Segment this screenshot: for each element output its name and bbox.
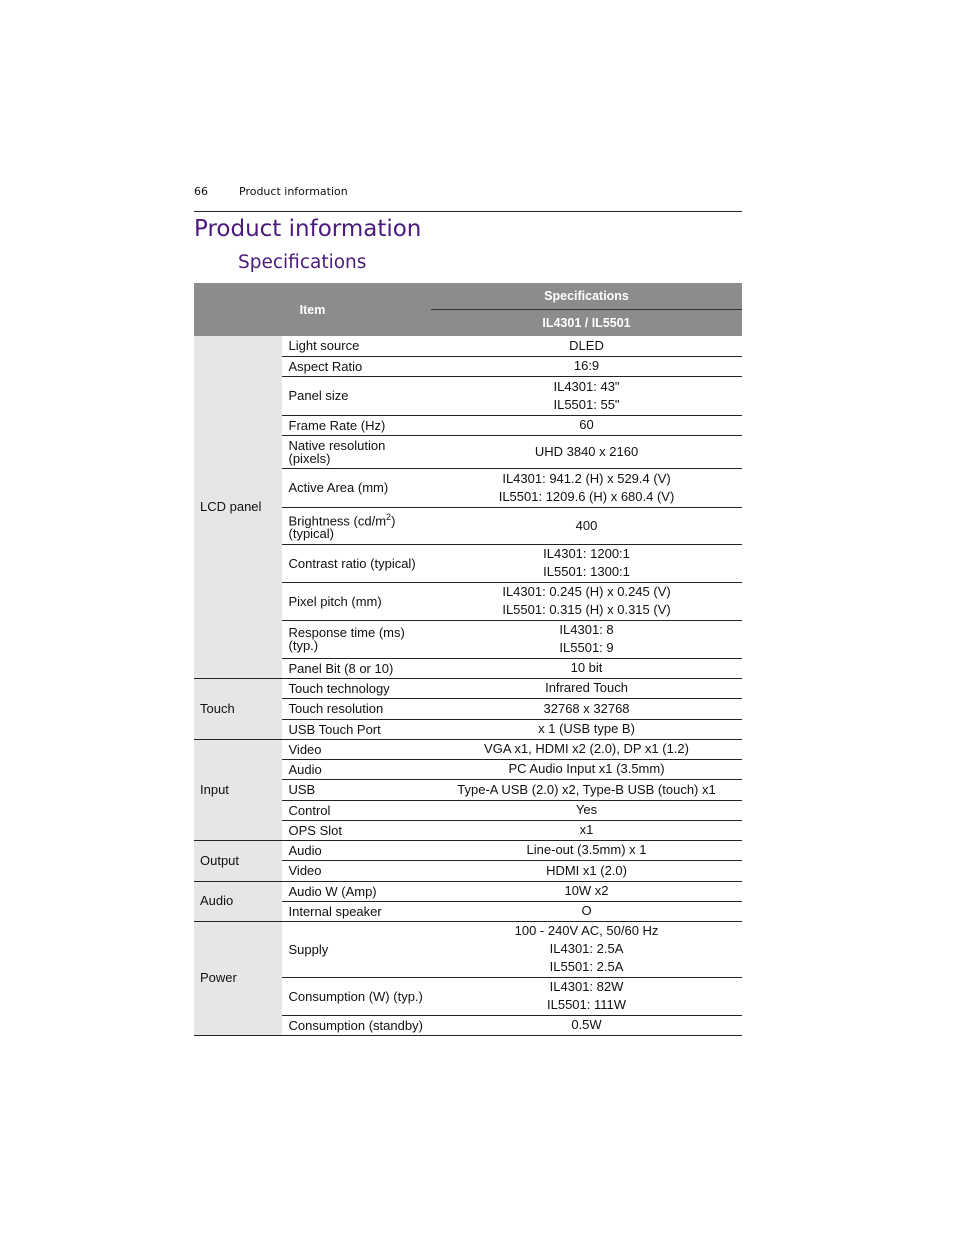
value-cell <box>431 779 742 800</box>
item-cell <box>282 840 431 860</box>
value-cell <box>431 698 742 719</box>
value-line: IL4301: 1200:1 <box>543 546 630 561</box>
value-line: Infrared Touch <box>545 680 628 695</box>
value-line: IL5501: 2.5A <box>549 959 624 974</box>
value-line: IL4301: 82W <box>549 979 624 994</box>
value-cell <box>431 582 742 620</box>
value-line: 400 <box>575 517 598 533</box>
value-cell <box>431 820 742 840</box>
value-cell <box>431 376 742 415</box>
value-cell <box>431 468 742 507</box>
value-line: IL4301: 43" <box>553 378 620 394</box>
item-cell <box>282 1015 431 1035</box>
value-cell <box>431 336 742 356</box>
value-line: 16:9 <box>573 358 600 373</box>
category-cell: Audio <box>194 881 282 921</box>
table-row <box>194 336 742 356</box>
table-row <box>194 921 742 977</box>
value-line: O <box>581 903 592 918</box>
value-line: IL5501: 55" <box>553 396 620 412</box>
value-cell <box>431 658 742 678</box>
running-header <box>194 185 742 212</box>
item-label: Panel size <box>288 388 349 403</box>
category-cell: Output <box>194 840 282 881</box>
item-label: Audio <box>288 842 322 858</box>
value-line: HDMI x1 (2.0) <box>546 862 627 878</box>
value-cell <box>431 800 742 820</box>
item-label: Aspect Ratio <box>288 358 363 374</box>
value-line: IL5501: 111W <box>547 997 627 1012</box>
table-header <box>194 283 742 336</box>
running-section-title: Product information <box>239 185 348 198</box>
value-cell <box>431 921 742 977</box>
value-cell <box>431 739 742 759</box>
item-cell <box>282 468 431 507</box>
value-line: IL5501: 9 <box>559 640 614 655</box>
item-label: Pixel pitch (mm) <box>288 593 382 609</box>
specifications-table <box>194 283 742 1036</box>
table-row <box>194 881 742 901</box>
value-cell <box>431 1015 742 1035</box>
value-line: 32768 x 32768 <box>543 700 630 716</box>
item-label: Frame Rate (Hz) <box>288 417 386 433</box>
item-label: Contrast ratio (typical) <box>288 555 416 571</box>
value-cell <box>431 881 742 901</box>
item-cell <box>282 620 431 658</box>
item-cell <box>282 779 431 800</box>
value-cell <box>431 901 742 921</box>
item-cell <box>282 356 431 376</box>
item-cell <box>282 977 431 1015</box>
item-label: Consumption (W) (typ.) <box>288 988 423 1004</box>
table-row <box>194 739 742 759</box>
value-cell <box>431 860 742 881</box>
value-cell <box>431 435 742 468</box>
item-cell <box>282 759 431 779</box>
table-row <box>194 678 742 698</box>
header-specifications: Specifications <box>431 283 742 309</box>
value-cell <box>431 356 742 376</box>
value-line: PC Audio Input x1 (3.5mm) <box>508 761 665 776</box>
item-label: Supply <box>288 941 329 957</box>
item-label: Native resolution (pixels) <box>288 437 386 466</box>
value-cell <box>431 507 742 544</box>
item-label: USB Touch Port <box>288 721 381 737</box>
item-label: Video <box>288 741 322 757</box>
item-cell <box>282 336 431 356</box>
category-cell: Touch <box>194 678 282 739</box>
item-label: Touch resolution <box>288 701 384 716</box>
table-row <box>194 840 742 860</box>
value-cell <box>431 840 742 860</box>
value-line: 10 bit <box>570 660 603 675</box>
item-label: Active Area (mm) <box>288 480 389 495</box>
item-label: Brightness (cd/m <box>288 513 387 529</box>
item-label: Response time (ms) (typ.) <box>288 625 405 653</box>
item-cell <box>282 901 431 921</box>
item-label: Touch technology <box>288 680 390 696</box>
item-label: Light source <box>288 338 360 354</box>
value-line: IL5501: 1209.6 (H) x 680.4 (V) <box>498 488 675 504</box>
value-line: IL5501: 1300:1 <box>543 564 630 579</box>
value-line: UHD 3840 x 2160 <box>534 443 639 459</box>
value-line: 100 - 240V AC, 50/60 Hz <box>514 923 659 938</box>
item-cell <box>282 719 431 739</box>
value-cell <box>431 719 742 739</box>
value-line: VGA x1, HDMI x2 (2.0), DP x1 (1.2) <box>484 741 689 756</box>
header-models: IL4301 / IL5501 <box>431 309 742 336</box>
value-line: 60 <box>579 417 594 432</box>
value-line: IL4301: 2.5A <box>549 941 624 956</box>
value-cell <box>431 620 742 658</box>
item-cell <box>282 658 431 678</box>
item-label: Video <box>288 863 322 878</box>
value-line: 10W x2 <box>564 883 609 898</box>
item-cell <box>282 435 431 468</box>
item-cell <box>282 800 431 820</box>
value-cell <box>431 977 742 1015</box>
value-cell <box>431 759 742 779</box>
value-line: 0.5W <box>571 1017 602 1032</box>
item-cell <box>282 860 431 881</box>
item-cell <box>282 544 431 582</box>
item-label: Audio W (Amp) <box>288 883 377 899</box>
item-cell <box>282 739 431 759</box>
item-cell <box>282 881 431 901</box>
category-cell: Input <box>194 739 282 840</box>
page-number: 66 <box>194 185 208 198</box>
item-label: Control <box>288 802 331 818</box>
item-cell <box>282 820 431 840</box>
value-line: DLED <box>569 337 604 353</box>
item-label-suffix: ) (typical) <box>288 513 396 542</box>
item-cell <box>282 698 431 719</box>
value-cell <box>431 678 742 698</box>
item-label: OPS Slot <box>288 822 342 838</box>
category-cell: LCD panel <box>194 336 282 678</box>
item-cell <box>282 507 431 544</box>
value-line: IL4301: 8 <box>559 622 614 637</box>
value-line: x 1 (USB type B) <box>538 721 635 736</box>
item-cell <box>282 582 431 620</box>
page-title: Product information <box>194 216 422 242</box>
item-cell <box>282 678 431 698</box>
value-line: IL5501: 0.315 (H) x 0.315 (V) <box>502 602 671 617</box>
value-line: x1 <box>579 822 594 837</box>
item-cell <box>282 415 431 435</box>
value-line: Type-A USB (2.0) x2, Type-B USB (touch) x1 <box>457 781 716 797</box>
item-superscript: 2 <box>386 511 392 522</box>
table-body <box>194 336 742 1035</box>
item-label: Panel Bit (8 or 10) <box>288 660 394 676</box>
category-cell: Power <box>194 921 282 1035</box>
value-cell <box>431 415 742 435</box>
value-line: IL4301: 0.245 (H) x 0.245 (V) <box>502 584 671 599</box>
item-label: Consumption (standby) <box>288 1017 423 1033</box>
value-cell <box>431 544 742 582</box>
item-label: Audio <box>288 761 322 777</box>
item-cell <box>282 376 431 415</box>
value-line: IL4301: 941.2 (H) x 529.4 (V) <box>502 470 671 486</box>
section-subtitle: Specifications <box>238 252 367 273</box>
header-item: Item <box>194 283 431 336</box>
value-line: Line-out (3.5mm) x 1 <box>526 842 647 857</box>
item-label: USB <box>288 782 316 797</box>
item-cell <box>282 921 431 977</box>
item-label: Internal speaker <box>288 903 382 919</box>
value-line: Yes <box>575 802 598 817</box>
